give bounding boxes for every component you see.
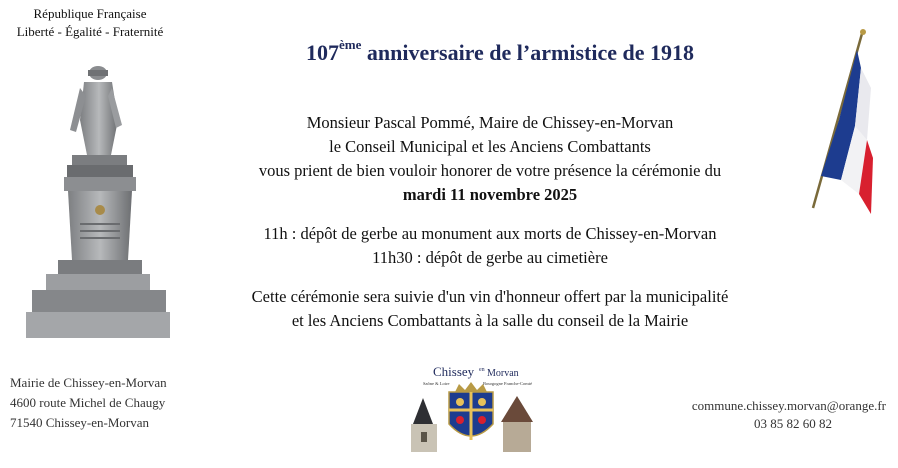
title-suffix: ème (339, 36, 362, 52)
page-title (240, 36, 760, 66)
schedule-item-1: 11h : dépôt de gerbe au monument aux morts de Chissey-en-Morvan (263, 224, 717, 243)
title-text: anniversaire de l’armistice de 1918 (361, 40, 694, 65)
address-street: 4600 route Michel de Chaugy (10, 395, 166, 410)
invitation-line-1: Monsieur Pascal Pommé, Maire de Chissey-en-Morvan (306, 113, 674, 132)
contact-info (640, 397, 886, 433)
schedule-item-2: 11h30 : dépôt de gerbe au cimetière (372, 248, 608, 267)
address-name: Mairie de Chissey-en-Morvan (10, 375, 167, 390)
logo-name-right: Morvan (487, 368, 519, 379)
closing-line-1: Cette cérémonie sera suivie d'un vin d'honneur offert par la municipalité (251, 287, 729, 306)
war-memorial-image (22, 60, 172, 340)
invitation-line-2: le Conseil Municipal et les Anciens Combattants (329, 137, 651, 156)
address-city: 71540 Chissey-en-Morvan (10, 415, 150, 430)
contact-phone: 03 85 82 60 82 (754, 416, 832, 431)
invitation-line-3: vous prient de bien vouloir honorer de votre présence la cérémonie du (258, 161, 722, 180)
contact-email: commune.chissey.morvan@orange.fr (691, 398, 886, 413)
logo-name-en: en (479, 367, 485, 373)
french-flag-image (805, 28, 875, 218)
chissey-logo (405, 362, 537, 454)
invitation-body (200, 111, 780, 333)
republic-header (10, 5, 170, 41)
republic-motto: Liberté - Égalité - Fraternité (16, 24, 164, 39)
ceremony-date: mardi 11 novembre 2025 (402, 185, 578, 204)
republic-label: République Française (33, 6, 147, 21)
closing-line-2: et les Anciens Combattants à la salle du conseil de la Mairie (291, 311, 689, 330)
title-number: 107 (306, 40, 340, 65)
logo-sub-left: Saône & Loire (423, 381, 450, 386)
town-hall-address (10, 373, 167, 433)
logo-name-left: Chissey (433, 364, 475, 379)
logo-sub-right: Bourgogne Franche-Comté (483, 381, 533, 386)
